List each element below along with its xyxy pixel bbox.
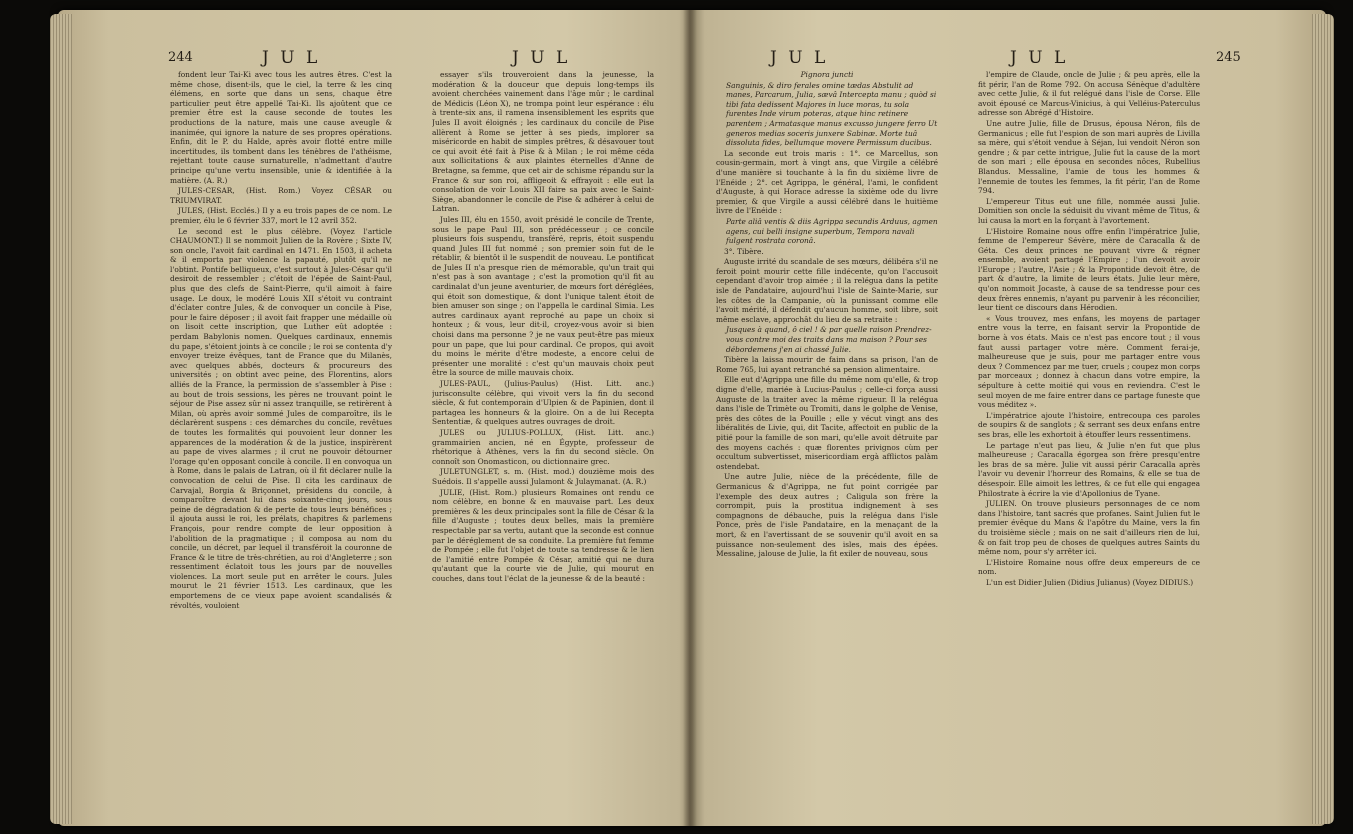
paragraph: l'empire de Claude, oncle de Julie ; & peu après, elle la fit périr, l'an de Rome 792. On accusa Sénèque d'adultère avec cette Julie, & il fut relégué dans l'isle de Corse. Elle avoit épousé ce Marcus-Vinicius, à qui Velléius-Paterculus adresse son Abrégé d'Histoire. (978, 70, 1200, 118)
verse-quote: Parte aliâ ventis & diis Agrippa secundis Arduus, agmen agens, cui belli insigne superbum, Tempora navali fulgent rostrata coronâ. (726, 216, 938, 246)
paragraph: Une autre Julie, nièce de la précédente, fille de Germanicus & d'Agrippa, ne fut point corrigée par l'exemple des deux autres ; Caligula son frère la corrompit, puis la prostitua indignement à ses compagnons de débauche, puis la relégua dans l'isle Ponce, près de l'isle Pandataire, en la menaçant de la mort, & en l'avertissant de se souvenir qu'il avoit en sa puissance non-seulement des isles, mais des épées. Messaline, jalouse de Julie, la fit exiler de nouveau, sous (716, 472, 938, 559)
paragraph: « Vous trouvez, mes enfans, les moyens de partager entre vous la terre, en faisant servir la Propontide de borne à vos états. Mais ce n'est pas encore tout ; il vous faut aussi partager votre mère. Comment ferai-je, malheureuse que je suis, pour me partager entre vous deux ? Commencez par me tuer, cruels ; coupez mon corps par morceaux ; donnez à chacun dans votre empire, la sépulture à cette moitié qui vous en reviendra. C'est le seul moyen de me faire entrer dans ce partage funeste que vous méditez ». (978, 313, 1200, 410)
paragraph: JULES ou JULIUS-POLLUX, (Hist. Litt. anc.) grammairien ancien, né en Égypte, professeur de rhétorique à Athènes, vers la fin du second siècle. On connoît son Onomasticon, ou dictionnaire grec. (432, 427, 654, 466)
paragraph: Une autre Julie, fille de Drusus, épousa Néron, fils de Germanicus ; elle fut l'espion de son mari auprès de Livilla sa mère, qui s'étoit vendue à Séjan, lui vendoit Néron son gendre ; & par cette intrigue, Julie fut la cause de la mort de son mari ; elle épousa en secondes nôces, Rubellius Blandus. Messaline, l'amie de tous les hommes & l'ennemie de toutes les femmes, la fit périr, l'an de Rome 794. (978, 118, 1200, 196)
paragraph: JULES-CESAR, (Hist. Rom.) Voyez CÉSAR ou TRIUMVIRAT. (170, 186, 392, 205)
left-page-header-2: J U L (512, 48, 571, 68)
right-page-column-1 (716, 70, 938, 812)
left-page-column-1 (170, 70, 392, 812)
right-page-column-2 (978, 70, 1200, 812)
paragraph: JULIEN. On trouve plusieurs personnages de ce nom dans l'histoire, tant sacrés que profanes. Saint Julien fut le premier évêque du Mans & l'apôtre du Maine, vers la fin du troisième siècle ; mais on ne sait d'ailleurs rien de lui, & on fait trop peu de choses de quelques autres Saints du même nom, pour s'y arrêter ici. (978, 499, 1200, 557)
paragraph: Elle eut d'Agrippa une fille du même nom qu'elle, & trop digne d'elle, mariée à Lucius-Paulus ; celle-ci força aussi Auguste de la traiter avec la même rigueur. Il la relégua dans l'isle de Trimète ou Tromiti, dans le golphe de Venise, près des côtes de la Pouille ; elle y vécut vingt ans des libéralités de Livie, qui, dit Tacite, affectoit en public de la pitié pour la famille de son mari, qu'elle avoit détruite par des moyens cachés : quæ florentes privignos cùm per occultum subvertisset, misericordiam ergà afflictos palàm ostendebat. (716, 375, 938, 471)
left-page-edges (50, 14, 72, 824)
left-page-number: 244 (168, 50, 193, 65)
paragraph: JULETUNGLET, s. m. (Hist. mod.) douzième mois des Suédois. Il s'appelle aussi Julamont & Julaymanat. (A. R.) (432, 467, 654, 486)
verse-quote: Sanguinis, & diro ferales omine tædas Abstulit ad manes, Parcarum, Julia, sævâ Intercepta manu ; quòd si tibi fata dedissent Majores in luce moras, tu sola furentes Inde virum poteras, atque hinc retinere parentem ; Armatasque manus excusso jungere ferro Ut generos medias soceris junxere Sabinæ. Morte tuâ dissoluta fides, bellumque movere Permissum ducibus. (726, 80, 938, 148)
paragraph: JULES-PAUL, (Julius-Paulus) (Hist. Litt. anc.) jurisconsulte célèbre, qui vivoit vers la fin du second siècle, & fut contemporain d'Ulpien & de Papinien, dont il partagea les honneurs & la gloire. On a de lui Recepta Sententiæ, & quelques autres ouvrages de droit. (432, 379, 654, 427)
paragraph: La seconde eut trois maris : 1°. ce Marcellus, son cousin-germain, mort à vingt ans, que Virgile a célébré d'une manière si touchante à la fin du sixième livre de l'Enéide ; 2°. cet Agrippa, le général, l'ami, le confident d'Auguste, à qui Horace adresse la sixième ode du livre premier, & que Virgile a aussi célébré dans le huitième livre de l'Enéide : (716, 148, 938, 216)
paragraph: Le partage n'eut pas lieu, & Julie n'en fut que plus malheureuse ; Caracalla égorgea son frère presqu'entre les bras de sa mère. Julie vit aussi périr Caracalla après l'avoir vu devenir l'horreur des Romains, & elle se tua de désespoir. Elle aimoit les lettres, & ce fut elle qui engagea Philostrate à écrire la vie d'Apollonius de Tyane. (978, 440, 1200, 498)
paragraph: L'Histoire Romaine nous offre enfin l'impératrice Julie, femme de l'empereur Sévère, mère de Caracalla & de Géta. Ces deux princes ne pouvant vivre & régner ensemble, avoient partagé l'Empire ; l'un devoit avoir l'Europe ; l'autre, l'Asie ; & la Propontide devoit être, de part & d'autre, la limite de leurs états. Julie leur mère, qu'on nommoit Jocaste, à cause de sa tendresse pour ces deux frères ennemis, n'ayant pu parvenir à les réconcilier, leur tient ce discours dans Hérodien. (978, 226, 1200, 313)
left-page-column-2 (432, 70, 654, 812)
paragraph: L'Histoire Romaine nous offre deux empereurs de ce nom. (978, 557, 1200, 577)
paragraph: JULES, (Hist. Ecclés.) Il y a eu trois papes de ce nom. Le premier, élu le 6 février 337, mort le 12 avril 352. (170, 206, 392, 225)
right-page-number: 245 (1216, 50, 1241, 65)
paragraph: L'impératrice ajoute l'histoire, entrecoupa ces paroles de soupirs & de sanglots ; & serrant ses deux enfans entre ses bras, elle les exhortoit à étouffer leurs ressentimens. (978, 410, 1200, 439)
paragraph: L'empereur Titus eut une fille, nommée aussi Julie. Domitien son oncle la séduisit du vivant même de Titus, & lui causa la mort en la forçant à l'avortement. (978, 196, 1200, 225)
paragraph: JULIE, (Hist. Rom.) plusieurs Romaines ont rendu ce nom célèbre, en bonne & en mauvaise part. Les deux premières & les deux principales sont la fille de César & la fille d'Auguste ; toutes deux belles, mais la première respectable par sa vertu, autant que la seconde est connue par le déréglement de sa conduite. La première fut femme de Pompée ; elle fut l'objet de toute sa tendresse & le lien de l'amitié entre Pompée & César, amitié qui ne dura qu'autant que la courte vie de Julie, qui mourut en couches, dans tout l'éclat de la jeunesse & de la beauté : (432, 487, 654, 583)
verse-quote: Pignora juncti (800, 70, 854, 79)
right-page-header-2: J U L (1010, 48, 1069, 68)
paragraph: fondent leur Tai-Ki avec tous les autres êtres. C'est la même chose, disent-ils, que le ciel, la terre & les cinq élémens, en sorte que dans un sens, chaque être particulier peut être appellé Tai-Ki. Ils ajoûtent que ce premier être est la cause seconde de toutes les productions de la nature, mais une cause aveugle & inanimée, qui ignore la nature de ses propres opérations. Enfin, dit le P. du Halde, après avoir flotté entre mille incertitudes, ils tombent dans les ténèbres de l'athéisme, rejettant toute cause surnaturelle, n'admettant d'autre principe qu'une vertu insensible, unie & identifiée à la matière. (A. R.) (170, 70, 392, 185)
paragraph: Jules III, élu en 1550, avoit présidé le concile de Trente, sous le pape Paul III, son prédécesseur ; ce concile plusieurs fois suspendu, transféré, repris, étoit suspendu quand Jules III fut nommé ; son premier soin fut de le rétablir, & bientôt il le suspendit de nouveau. Le pontificat de Jules II n'a presque rien de mémorable, qu'un trait qui n'est pas à son avantage ; c'est la promotion qu'il fit au cardinalat d'un jeune aventurier, de mœurs fort déréglées, qui étoit son domestique, & dont l'unique talent étoit de bien amuser son singe ; on l'appella le cardinal Simia. Les autres cardinaux ayant reproché au pape un choix si honteux ; & vous, leur dit-il, croyez-vous avoir si bien choisi dans ma personne ? je ne vaux peut-être pas mieux pour un pape, que lui pour cardinal. Ce propos, qui avoit du moins le mérite d'être modeste, a encore celui de présenter une moralité : c'est qu'un mauvais choix peut être la source de mille mauvais choix. (432, 214, 654, 378)
paragraph: essayer s'ils trouveroient dans la jeunesse, la modération & la douceur que depuis long-temps ils avoient cherchées vainement dans l'âge mûr ; le cardinal de Médicis (Léon X), ne trompa point leur espérance : élu à trente-six ans, il ramena insensiblement les esprits que Jules II avoit éloignés ; les cardinaux du concile de Pise allèrent à Rome se jetter à ses pieds, implorer sa miséricorde en habit de simples prêtres, & désavouer tout ce qui avoit été fait à Pise & à Milan ; le roi même céda aux sollicitations & aux plaintes éternelles d'Anne de Bretagne, sa femme, que cet air de schisme répandu sur la France & sur son roi, affligeoit & effrayoit : elle eut la consolation de voir Louis XII faire sa paix avec le Saint-Siège, abandonner le concile de Pise & adhérer à celui de Latran. (432, 70, 654, 214)
right-page-edges (1312, 14, 1334, 824)
left-page-header: J U L (262, 48, 321, 68)
paragraph: Auguste irrité du scandale de ses mœurs, délibéra s'il ne feroit point mourir cette fille indécente, qu'on l'accusoit cependant d'avoir trop aimée ; il la relégua dans la petite isle de Pandataire, aujourd'hui l'isle de Sainte-Marie, sur les côtes de la Campanie, où la punissant comme elle l'avoit mérité, il défendit qu'aucun homme, soit libre, soit même esclave, approchât du lieu de sa retraite : (716, 257, 938, 324)
verse-quote: Jusques à quand, ô ciel ! & par quelle raison Prendrez-vous contre moi des traits dans ma maison ? Pour ses débordemens j'en ai chassé Julie. (726, 325, 932, 354)
paragraph: L'un est Didier Julien (Didius Julianus) (Voyez DIDIUS.) (986, 577, 1194, 587)
paragraph: Tibère la laissa mourir de faim dans sa prison, l'an de Rome 765, lui ayant retranché sa pension alimentaire. (716, 355, 938, 374)
book-gutter (683, 10, 697, 826)
paragraph: Le second est le plus célèbre. (Voyez l'article CHAUMONT.) Il se nommoit Julien de la Rovère ; Sixte IV, son oncle, l'avoit fait cardinal en 1471. En 1503, il acheta & il emporta par violence la papauté, plutôt qu'il ne l'obtint. Pontife belliqueux, c'est surtout à Jules-César qu'il desiroit de ressembler ; c'étoit de l'épée de Saint-Paul, plus que des clefs de Saint-Pierre, qu'il aimoit à faire usage. Le doux, le modéré Louis XII s'étoit vu contraint d'éclater contre Jules, & de convoquer un concile à Pise, pour le faire déposer ; il avoit fait frapper une médaille où on lisoit cette inscription, que Luther eût adoptée : perdam Babylonis nomen. Quelques cardinaux, ennemis du pape, s'étoient joints à ce concile ; le roi se contenta d'y envoyer treize évêques, tant de France que du Milanès, avec quelques abbés, docteurs & procureurs des universités ; on obtint avec peine, des Florentins, alors alliés de la France, la permission de s'assembler à Pise : au bout de trois sessions, les pères ne trouvant point le séjour de Pise assez sûr ni assez tranquille, se retirèrent à Milan, où après avoir sommé Jules de comparoître, ils le déclarèrent suspens : ces démarches du concile, revêtues de toutes les formalités qui pouvoient leur donner les apparences de la modération & de la justice, inspirèrent au pape de vives alarmes ; il crut ne pouvoir détourner l'orage qu'en opposant concile à concile. Il en convoqua un à Rome, dans le palais de Latran, où il fit déclarer nulle la convocation de celui de Pise. Il cita les cardinaux de Carvajal, Borgia & Briçonnet, présidens du concile, à comparoître devant lui dans soixante-cinq jours, sous peine de dégradation & de perte de tous leurs bénéfices ; il ajouta aussi le roi, les prélats, chapitres & parlemens François, pour rendre compte de leur opposition à l'abolition de la pragmatique ; il composa au nom du concile, un décret, par lequel il transféroit la couronne de France & le titre de très-chrétien, au roi d'Angleterre ; son ressentiment éclatoit tous les jours par de nouvelles violences. La mort seule put en arrêter le cours. Jules mourut le 21 février 1513. Les cardinaux, que les emportemens de ce vieux pape avoient scandalisés & révoltés, vouloient (170, 226, 392, 610)
paragraph: 3°. Tibère. (724, 246, 764, 256)
right-page-header: J U L (770, 48, 829, 68)
